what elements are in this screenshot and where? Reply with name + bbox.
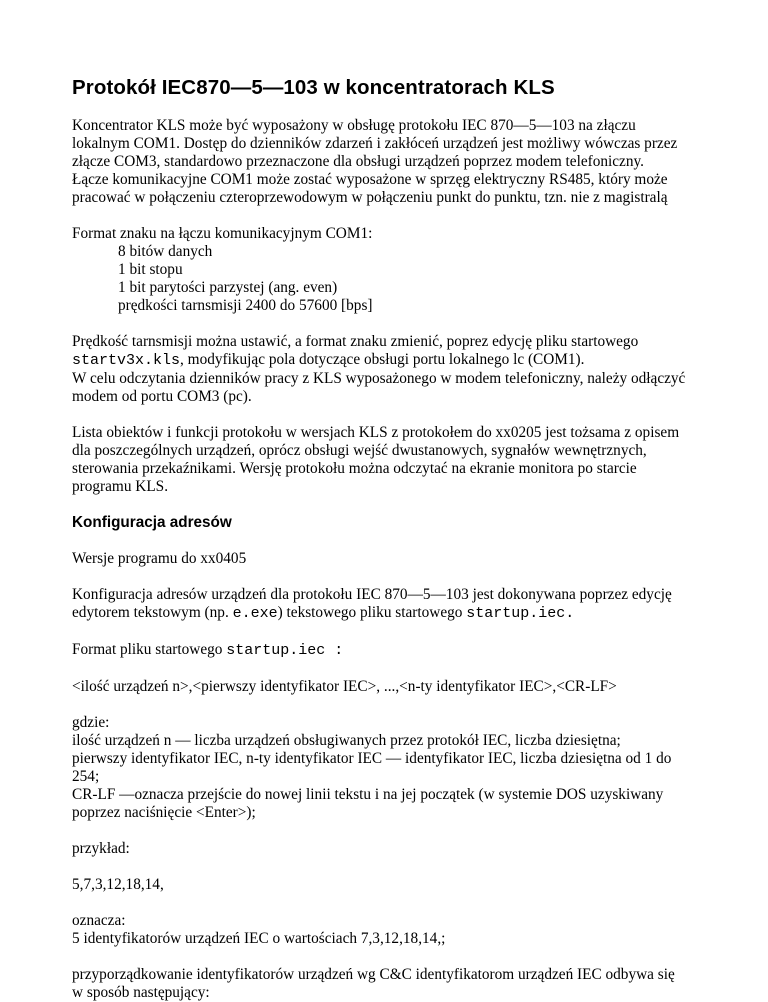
format-item: 8 bitów danych: [118, 243, 213, 260]
format-item: 1 bit parytości parzystej (ang. even): [118, 279, 338, 296]
speed-paragraph: [72, 333, 696, 406]
speed-line: Prędkość tarnsmisji można ustawić, a format znaku zmienić, poprez edycję pliku startowego: [72, 333, 639, 350]
startup-file-name: startv3x.kls: [72, 352, 181, 369]
objects-line: dla poszczególnych urządzeń, oprócz obsługi wejść dwustanowych, sygnałów wewnętrznych,: [72, 442, 647, 459]
page-title: Protokół IEC870—5—103 w koncentratorach KLS: [72, 76, 555, 99]
syntax-paragraph: <ilość urządzeń n>,<pierwszy identyfikator IEC>, ...,<n-ty identyfikator IEC>,<CR-LF>: [72, 678, 617, 695]
mapping-paragraph: [72, 966, 696, 1002]
config-text: edytorem tekstowym (np.: [72, 604, 233, 621]
file-format-paragraph: [72, 641, 696, 660]
format-item: prędkości tarnsmisji 2400 do 57600 [bps]: [118, 297, 373, 314]
intro-line: złącze COM3, standardowo przeznaczone dla obsługi urządzeń poprzez modem telefoniczny.: [72, 153, 644, 170]
intro-line: Łącze komunikacyjne COM1 może zostać wyposażone w sprzęg elektryczny RS485, który może: [72, 171, 668, 188]
intro-line: Koncentrator KLS może być wyposażony w obsługę protokołu IEC 870—5—103 na złączu: [72, 117, 636, 134]
speed-line-file: [72, 351, 696, 370]
where-line: ilość urządzeń n — liczba urządzeń obsługiwanych przez protokół IEC, liczba dziesiętna;: [72, 732, 621, 749]
mapping-line: w sposób następujący:: [72, 984, 210, 1001]
means-paragraph: [72, 912, 696, 948]
objects-paragraph: [72, 424, 696, 496]
intro-paragraph: [72, 117, 696, 207]
example-value: 5,7,3,12,18,14,: [72, 876, 164, 893]
objects-line: programu KLS.: [72, 478, 169, 495]
speed-line-rest: , modyfikując pola dotyczące obsługi portu lokalnego lc (COM1).: [180, 351, 585, 368]
mapping-line: przyporządkowanie identyfikatorów urządzeń wg C&C identyfikatorom urządzeń IEC odbywa się: [72, 966, 675, 983]
file-format-label: Format pliku startowego: [72, 641, 227, 658]
speed-line: modem od portu COM3 (pc).: [72, 388, 252, 405]
format-paragraph: [72, 225, 696, 315]
speed-line: W celu odczytania dzienników pracy z KLS wyposażonego w modem telefoniczny, należy odłączyć: [72, 370, 686, 387]
config-line-files: [72, 604, 696, 623]
intro-line: lokalnym COM1. Dostęp do dzienników zdarzeń i zakłóceń urządzeń jest możliwy wówczas przez: [72, 135, 678, 152]
objects-line: sterowania przekaźnikami. Wersję protokołu można odczytać na ekranie monitora po starcie: [72, 460, 637, 477]
where-line: gdzie:: [72, 714, 110, 731]
config-line: Konfiguracja adresów urządzeń dla protokołu IEC 870—5—103 jest dokonywana poprzez edycję: [72, 586, 672, 603]
where-line: CR-LF —oznacza przejście do nowej linii tekstu i na jej początek (w systemie DOS uzyskiwany: [72, 786, 664, 803]
versions-paragraph: Wersje programu do xx0405: [72, 550, 247, 567]
format-heading: Format znaku na łączu komunikacyjnym COM1:: [72, 225, 373, 242]
objects-line: Lista obiektów i funkcji protokołu w wersjach KLS z protokołem do xx0205 jest tożsama z opisem: [72, 424, 680, 441]
config-text: ) tekstowego pliku startowego: [277, 604, 467, 621]
file-format-file: startup.iec :: [226, 642, 344, 659]
editor-name: e.exe: [232, 605, 278, 622]
where-line: pierwszy identyfikator IEC, n-ty identyfikator IEC — identyfikator IEC, liczba dziesiętna od 1 do: [72, 750, 672, 767]
format-item: 1 bit stopu: [118, 261, 183, 278]
intro-line: pracować w połączeniu czteroprzewodowym w połączeniu punkt do punktu, tzn. nie z magistralą: [72, 189, 668, 206]
where-line: 254;: [72, 768, 100, 785]
where-line: poprzez naciśnięcie <Enter>);: [72, 804, 256, 821]
section-heading: Konfiguracja adresów: [72, 514, 232, 531]
where-paragraph: [72, 714, 696, 822]
example-label: przykład:: [72, 840, 130, 857]
config-paragraph: [72, 586, 696, 623]
iec-file-name: startup.iec.: [466, 605, 575, 622]
means-line: 5 identyfikatorów urządzeń IEC o wartościach 7,3,12,18,14,;: [72, 930, 446, 947]
means-line: oznacza:: [72, 912, 126, 929]
